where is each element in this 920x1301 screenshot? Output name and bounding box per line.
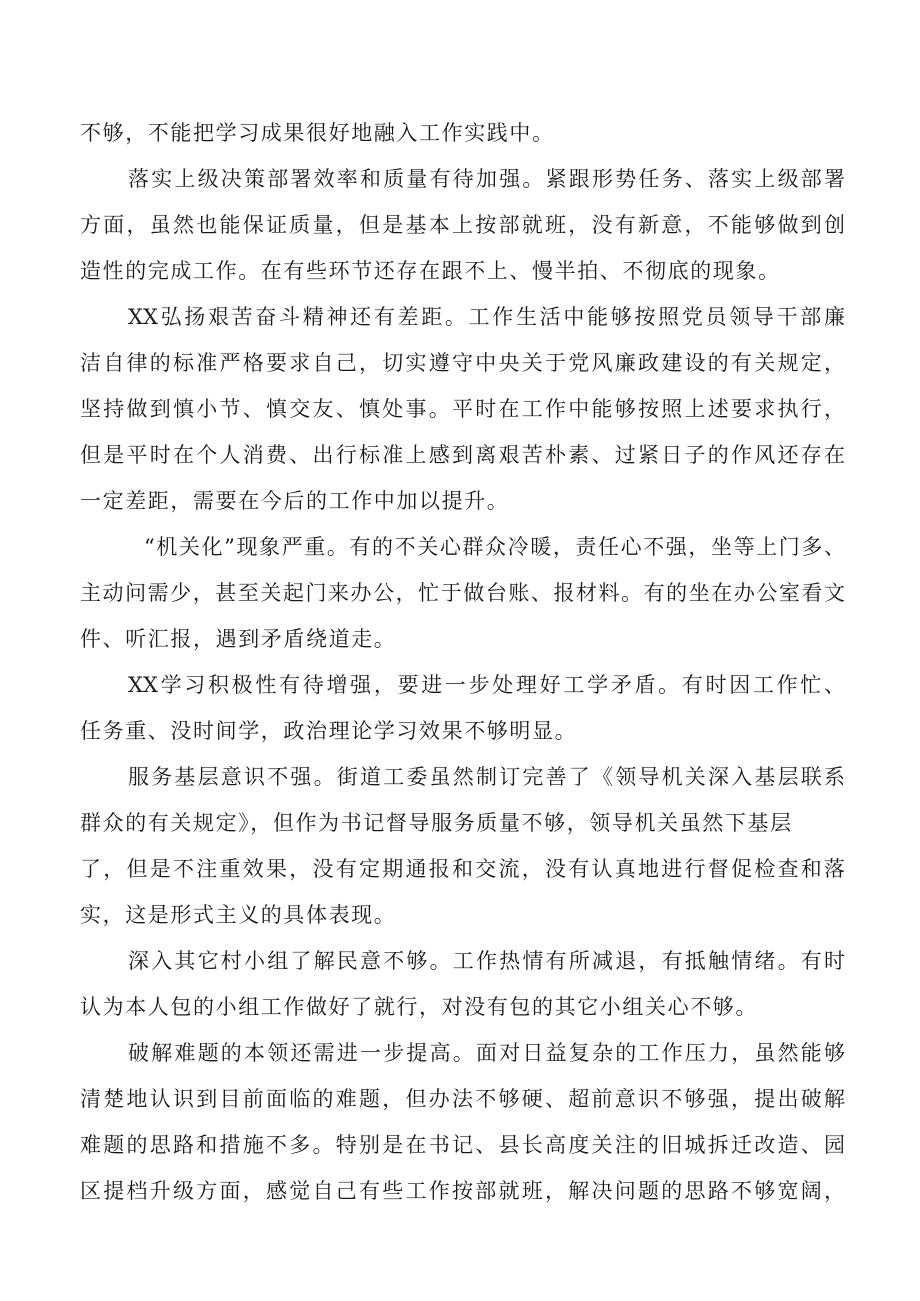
text-line: 坚持做到慎小节、慎交友、慎处事。平时在工作中能够按照上述要求执行， [80, 397, 845, 421]
paragraph-start-line: XX学习积极性有待增强，要进一步处理好工学矛盾。有时因工作忙、 [128, 673, 845, 697]
text-line: 区提档升级方面，感觉自己有些工作按部就班，解决问题的思路不够宽阔， [80, 1179, 845, 1203]
text-line: 实，这是形式主义的具体表现。 [80, 903, 397, 927]
paragraph-start-line: 落实上级决策部署效率和质量有待加强。紧跟形势任务、落实上级部署 [128, 167, 845, 191]
text-line: 主动问需少，甚至关起门来办公，忙于做台账、报材料。有的坐在办公室看文 [80, 581, 845, 605]
text-line: 了，但是不注重效果，没有定期通报和交流，没有认真地进行督促检查和落 [80, 857, 845, 881]
paragraph-start-line: “机关化”现象严重。有的不关心群众冷暖，责任心不强，坐等上门多、 [144, 535, 845, 559]
text-line: 任务重、没时间学，政治理论学习效果不够明显。 [80, 719, 578, 743]
text-line: 清楚地认识到目前面临的难题，但办法不够硬、超前意识不够强，提出破解 [80, 1087, 845, 1111]
document-body [80, 110, 845, 1214]
text-line: 难题的思路和措施不多。特别是在书记、县长高度关注的旧城拆迁改造、园 [80, 1133, 845, 1157]
text-line: 但是平时在个人消费、出行标准上感到离艰苦朴素、过紧日子的作风还存在 [80, 443, 845, 467]
text-line: 造性的完成工作。在有些环节还存在跟不上、慢半拍、不彻底的现象。 [80, 259, 781, 283]
text-line: 不够，不能把学习成果很好地融入工作实践中。 [80, 121, 555, 145]
text-line: 件、听汇报，遇到矛盾绕道走。 [80, 627, 397, 651]
paragraph-start-line: 服务基层意识不强。街道工委虽然制订完善了《领导机关深入基层联系 [128, 765, 845, 789]
paragraph-start-line: 深入其它村小组了解民意不够。工作热情有所减退，有抵触情绪。有时 [128, 949, 845, 973]
text-line: 认为本人包的小组工作做好了就行，对没有包的其它小组关心不够。 [80, 995, 758, 1019]
paragraph-start-line: 破解难题的本领还需进一步提高。面对日益复杂的工作压力，虽然能够 [128, 1041, 845, 1065]
text-line: 群众的有关规定》，但作为书记督导服务质量不够，领导机关虽然下基层 [80, 811, 793, 835]
paragraph-start-line: XX弘扬艰苦奋斗精神还有差距。工作生活中能够按照党员领导干部廉 [128, 305, 845, 329]
text-line: 方面，虽然也能保证质量，但是基本上按部就班，没有新意，不能够做到创 [80, 213, 845, 237]
text-line: 洁自律的标准严格要求自己，切实遵守中央关于党风廉政建设的有关规定， [80, 351, 845, 375]
text-line: 一定差距，需要在今后的工作中加以提升。 [80, 489, 510, 513]
